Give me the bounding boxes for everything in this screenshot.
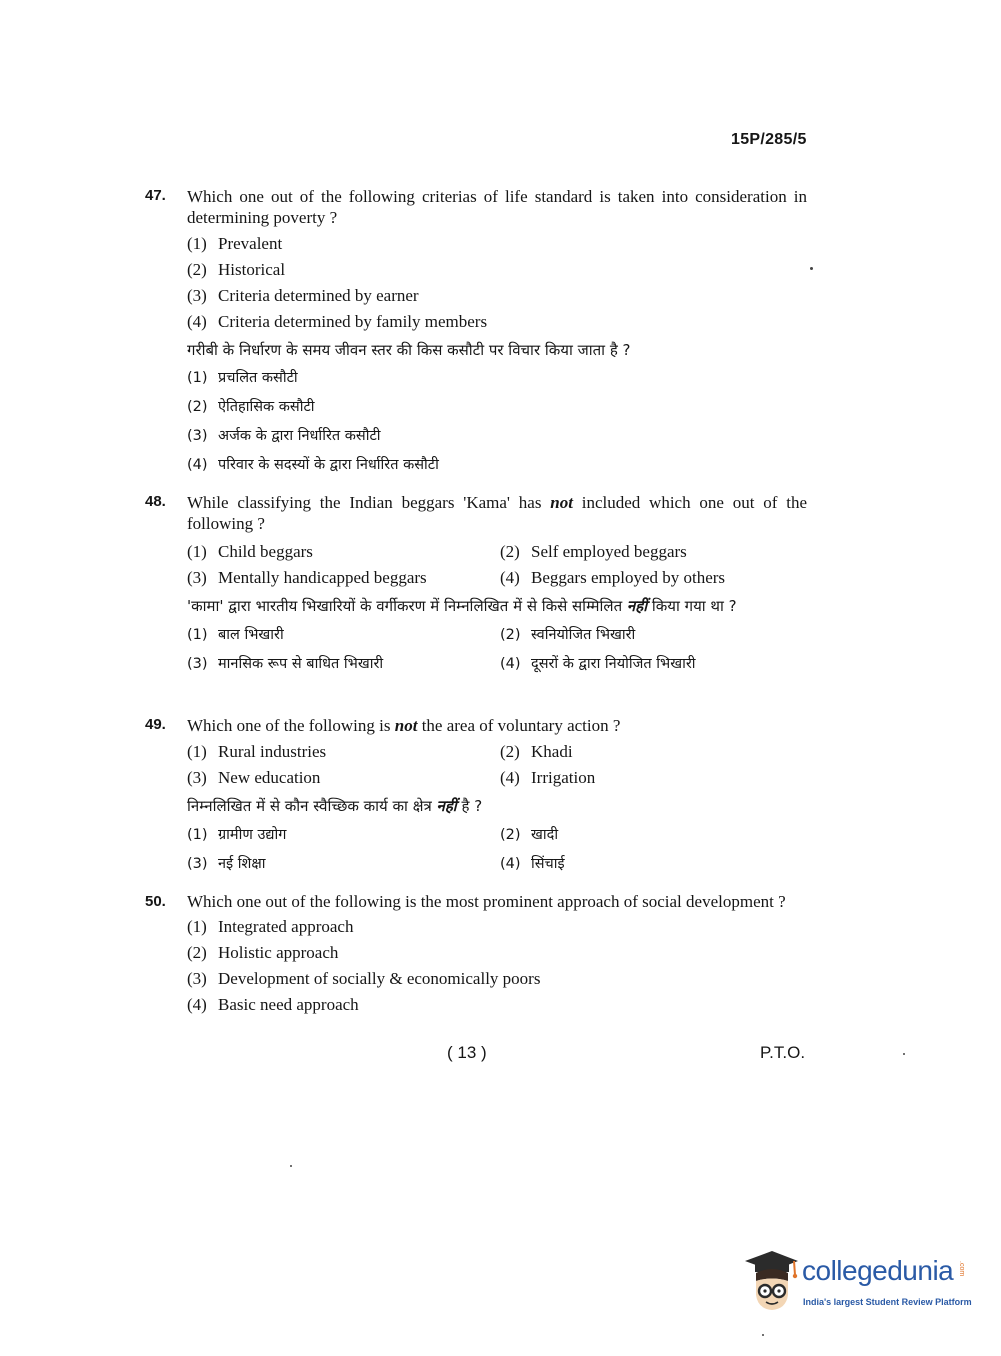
question-stem-en: Which one out of the following criterias of life standard is taken into consideration in determining poverty ? <box>187 187 807 227</box>
scan-speck <box>762 1334 764 1336</box>
option-en-1: (1) Prevalent <box>187 234 283 253</box>
option-en-1: (1) Child beggars <box>187 542 313 561</box>
option-hi-4: (4) सिंचाई <box>500 856 565 872</box>
option-en-1: (1) Rural industries <box>187 742 327 761</box>
question-stem-en: Which one out of the following is the most prominent approach of social development ? <box>187 892 786 911</box>
option-hi-3: (3) अर्जक के द्वारा निर्धारित कसौटी <box>187 428 381 444</box>
question-stem-hi: गरीबी के निर्धारण के समय जीवन स्तर की किस कसौटी पर विचार किया जाता है ? <box>187 341 631 359</box>
option-hi-3: (3) मानसिक रूप से बाधित भिखारी <box>187 656 384 672</box>
option-en-2: (2) Historical <box>187 260 286 279</box>
option-hi-2: (2) ऐतिहासिक कसौटी <box>187 399 315 415</box>
option-en-2: (2) Self employed beggars <box>500 542 687 561</box>
question-50 <box>145 891 807 1018</box>
option-en-4: (4) Irrigation <box>500 768 596 787</box>
student-mascot-icon <box>742 1249 800 1313</box>
option-en-4: (4) Criteria determined by family members <box>187 312 488 331</box>
option-hi-4: (4) परिवार के सदस्यों के द्वारा निर्धारित कसौटी <box>187 457 439 473</box>
question-stem-hi: 'कामा' द्वारा भारतीय भिखारियों के वर्गीकरण में निम्नलिखित में से किसे सम्मिलित नहीं किया गया था ? <box>187 597 737 615</box>
logo-domain: .com <box>958 1261 965 1277</box>
option-hi-3: (3) नई शिक्षा <box>187 856 266 872</box>
logo-wordmark: collegedunia <box>802 1255 954 1286</box>
option-en-1: (1) Integrated approach <box>187 917 354 936</box>
question-number: 49. <box>145 716 166 733</box>
option-en-3: (3) Development of socially & economically poors <box>187 969 541 988</box>
option-hi-2: (2) स्वनियोजित भिखारी <box>500 627 636 643</box>
paper-code: 15P/285/5 <box>731 131 807 148</box>
option-en-3: (3) Mentally handicapped beggars <box>187 568 427 587</box>
option-en-3: (3) Criteria determined by earner <box>187 286 419 305</box>
option-hi-1: (1) बाल भिखारी <box>187 627 284 643</box>
question-number: 50. <box>145 893 166 910</box>
option-en-2: (2) Khadi <box>500 742 573 761</box>
option-hi-4: (4) दूसरों के द्वारा नियोजित भिखारी <box>500 656 696 672</box>
question-number: 48. <box>145 493 166 510</box>
scan-speck <box>903 1053 905 1055</box>
question-49 <box>145 715 807 879</box>
pto-label: P.T.O. <box>760 1043 806 1062</box>
option-en-4: (4) Basic need approach <box>187 995 359 1014</box>
logo-tagline: India's largest Student Review Platform <box>803 1297 972 1307</box>
option-hi-1: (1) ग्रामीण उद्योग <box>187 827 287 843</box>
question-47 <box>145 186 807 480</box>
option-en-4: (4) Beggars employed by others <box>500 568 726 587</box>
scan-speck <box>290 1165 292 1167</box>
question-number: 47. <box>145 187 166 204</box>
option-en-2: (2) Holistic approach <box>187 943 339 962</box>
scan-speck <box>810 267 813 270</box>
question-stem-hi: निम्नलिखित में से कौन स्वैच्छिक कार्य का क्षेत्र नहीं है ? <box>187 797 483 815</box>
question-48 <box>145 492 807 679</box>
option-hi-1: (1) प्रचलित कसौटी <box>187 370 298 386</box>
page-number: ( 13 ) <box>447 1043 487 1062</box>
option-en-3: (3) New education <box>187 768 321 787</box>
question-stem-en: Which one of the following is not the area of voluntary action ? <box>187 716 621 735</box>
question-stem-en: While classifying the Indian beggars 'Kama' has not included which one out of the following ? <box>187 493 807 533</box>
collegedunia-logo <box>742 1249 972 1315</box>
option-hi-2: (2) खादी <box>500 827 559 843</box>
